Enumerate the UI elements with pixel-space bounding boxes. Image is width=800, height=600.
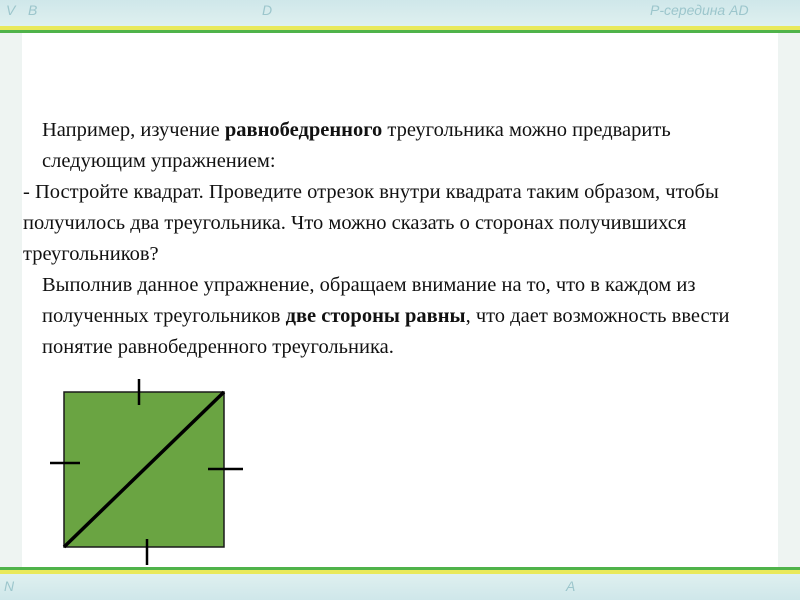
bold-term: две стороны равны — [285, 305, 466, 327]
square-diagram — [22, 33, 778, 567]
decor-sketch-text: A — [566, 578, 576, 594]
bold-term: равнобедренного — [224, 119, 383, 141]
paragraph-exercise: - Постройте квадрат. Проведите отрезок внутри квадрата таким образом, чтобы получилось два треугольника. Что можно сказать о сторонах получившихся треугольников? — [23, 181, 719, 265]
decor-sketch-text: Р-середина AD — [650, 2, 749, 18]
bottom-decor-band — [0, 574, 800, 600]
decor-sketch-text: N — [4, 578, 15, 594]
decor-sketch-text: V — [6, 2, 16, 18]
top-decor-band — [0, 0, 800, 26]
decor-sketch-text: D — [262, 2, 273, 18]
text-fragment: Выполнив данное упражнение, обращаем внимание на то, что в каждом из полученных треугольников — [42, 274, 696, 327]
decor-sketch-text: B — [28, 2, 38, 18]
text-fragment: Например, изучение — [42, 119, 225, 141]
slide-content — [22, 33, 778, 567]
text-fragment: треугольника можно предварить следующим упражнением: — [42, 119, 671, 172]
text-fragment: , что дает возможность ввести понятие равнобедренного треугольника. — [42, 305, 730, 358]
